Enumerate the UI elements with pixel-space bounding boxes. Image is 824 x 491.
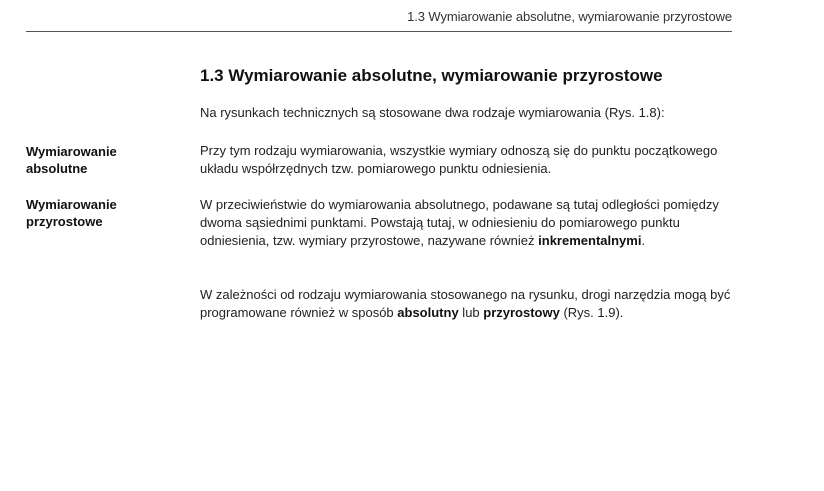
margin-label-absolute-line2: absolutne bbox=[26, 161, 88, 176]
section-title: 1.3 Wymiarowanie absolutne, wymiarowanie przyrostowe bbox=[200, 66, 663, 85]
margin-label-absolute-line1: Wymiarowanie bbox=[26, 144, 117, 159]
margin-label-incremental-line2: przyrostowe bbox=[26, 214, 103, 229]
closing-text-mid: lub bbox=[458, 305, 484, 320]
margin-label-incremental bbox=[26, 196, 176, 230]
running-header: 1.3 Wymiarowanie absolutne, wymiarowanie przyrostowe bbox=[407, 9, 732, 24]
incremental-bold-term: inkrementalnymi bbox=[538, 233, 642, 248]
header-rule bbox=[26, 31, 732, 32]
incremental-paragraph bbox=[200, 196, 735, 250]
closing-text-end: (Rys. 1.9). bbox=[559, 305, 624, 320]
margin-label-absolute bbox=[26, 143, 176, 177]
incremental-text: W przeciwieństwie do wymiarowania absolutnego, podawane są tutaj odległości pomiędzy dwoma sąsiednimi punktami. Powstają tutaj, w odniesieniu do pomiarowego punktu odniesienia, tzw. wymiary przyrostowe, nazywane również bbox=[200, 197, 719, 248]
closing-paragraph bbox=[200, 286, 735, 322]
absolute-paragraph: Przy tym rodzaju wymiarowania, wszystkie wymiary odnoszą się do punktu początkowego układu współrzędnych tzw. pomiarowego punktu odniesienia. bbox=[200, 143, 718, 176]
closing-bold-incremental: przyrostowy bbox=[483, 305, 560, 320]
closing-text: W zależności od rodzaju wymiarowania stosowanego na rysunku, drogi narzędzia mogą być programowane również w sposób bbox=[200, 287, 731, 320]
intro-paragraph: Na rysunkach technicznych są stosowane dwa rodzaje wymiarowania (Rys. 1.8): bbox=[200, 105, 665, 120]
incremental-text-end: . bbox=[641, 233, 646, 248]
closing-bold-absolute: absolutny bbox=[397, 305, 459, 320]
margin-label-incremental-line1: Wymiarowanie bbox=[26, 197, 117, 212]
